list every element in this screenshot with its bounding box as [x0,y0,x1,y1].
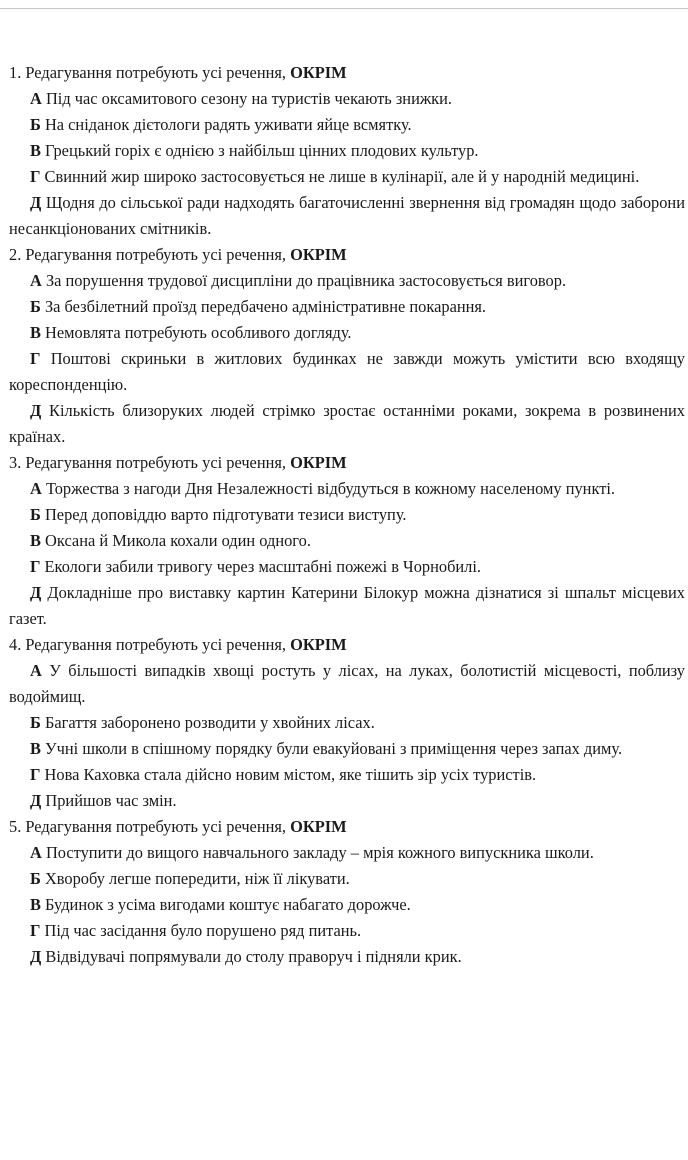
option-text: Немовлята потребують особливого догляду. [45,323,352,342]
option-b [9,294,685,320]
option-text: Перед доповіддю варто підготувати тезиси виступу. [44,505,407,524]
option-letter: В [30,531,41,550]
option-letter: А [30,843,42,862]
option-letter: В [30,895,41,914]
option-letter: Б [30,505,41,524]
option-text: Оксана й Микола кохали один одного. [45,531,311,550]
question-4 [9,632,685,814]
option-letter: Г [30,557,41,576]
option-a [9,268,685,294]
option-b [9,112,685,138]
question-2 [9,242,685,450]
option-text: Прийшов час змін. [45,791,177,810]
option-h [9,762,685,788]
option-letter: Г [30,921,41,940]
option-letter: Б [30,115,41,134]
option-text: Під час оксамитового сезону на туристів чекають знижки. [45,89,453,108]
question-emphasis: ОКРІМ [290,635,347,654]
option-text: Відвідувачі попрямували до столу праворуч і підняли крик. [45,947,462,966]
option-text: Поштові скриньки в житлових будинках не завжди можуть умістити всю входящу кореспонденцію. [9,349,685,394]
option-h [9,554,685,580]
question-emphasis: ОКРІМ [290,63,347,82]
option-letter: Г [30,349,41,368]
question-5 [9,814,685,970]
option-text: Свинний жир широко застосовується не лише в кулінарії, але й у народній медицині. [44,167,640,186]
option-letter: А [30,479,42,498]
option-letter: А [30,661,42,680]
option-letter: В [30,141,41,160]
question-list [9,60,685,970]
option-text: Екологи забили тривогу через масштабні пожежі в Чорнобилі. [44,557,482,576]
option-text: У більшості випадків хвощі ростуть у лісах, на луках, болотистій місцевості, поблизу водоймищ. [9,661,685,706]
question-3 [9,450,685,632]
option-a [9,840,685,866]
option-a [9,476,685,502]
option-text: Багаття заборонено розводити у хвойних лісах. [44,713,375,732]
question-number: 3. [9,453,22,472]
option-d [9,580,685,632]
question-prompt: Редагування потребують усі речення, [25,245,287,264]
question-number: 2. [9,245,22,264]
option-letter: Д [30,583,42,602]
option-letter: Г [30,765,41,784]
option-text: Торжества з нагоди Дня Незалежності відбудуться в кожному населеному пункті. [45,479,616,498]
option-text: Будинок з усіма вигодами коштує набагато дорожче. [45,895,411,914]
option-text: Поступити до вищого навчального закладу – мрія кожного випускника школи. [45,843,594,862]
option-v [9,528,685,554]
top-divider [0,8,688,9]
option-b [9,710,685,736]
option-d [9,190,685,242]
option-v [9,138,685,164]
question-prompt: Редагування потребують усі речення, [25,635,287,654]
option-b [9,866,685,892]
option-v [9,736,685,762]
option-text: Під час засідання було порушено ряд питань. [44,921,362,940]
option-letter: Г [30,167,41,186]
option-v [9,320,685,346]
question-heading [9,632,685,658]
question-heading [9,814,685,840]
option-letter: Д [30,791,42,810]
question-1 [9,60,685,242]
option-b [9,502,685,528]
option-text: Кількість близоруких людей стрімко зростає останніми роками, зокрема в розвинених країнах. [9,401,685,446]
option-a [9,658,685,710]
question-heading [9,242,685,268]
option-a [9,86,685,112]
option-h [9,346,685,398]
option-text: За порушення трудової дисципліни до працівника застосовується виговор. [45,271,567,290]
option-letter: Б [30,713,41,732]
option-letter: В [30,739,41,758]
option-v [9,892,685,918]
option-d [9,944,685,970]
option-text: Учні школи в спішному порядку були евакуйовані з приміщення через запах диму. [45,739,623,758]
option-letter: Д [30,193,42,212]
question-emphasis: ОКРІМ [290,245,347,264]
option-letter: Б [30,297,41,316]
question-number: 1. [9,63,22,82]
question-prompt: Редагування потребують усі речення, [25,453,287,472]
option-text: Нова Каховка стала дійсно новим містом, яке тішить зір усіх туристів. [44,765,537,784]
option-text: Хворобу легше попередити, ніж її лікувати. [44,869,350,888]
option-letter: В [30,323,41,342]
question-number: 4. [9,635,22,654]
option-h [9,918,685,944]
option-h [9,164,685,190]
option-letter: А [30,271,42,290]
question-number: 5. [9,817,22,836]
question-heading [9,450,685,476]
question-heading [9,60,685,86]
option-d [9,398,685,450]
option-text: Докладніше про виставку картин Катерини Білокур можна дізнатися зі шпальт місцевих газет. [9,583,685,628]
option-d [9,788,685,814]
option-text: За безбілетний проїзд передбачено адміністративне покарання. [44,297,487,316]
question-prompt: Редагування потребують усі речення, [25,817,287,836]
option-text: Щодня до сільської ради надходять багаточисленні звернення від громадян щодо заборони несанкціонованих смітників. [9,193,685,238]
option-text: Грецький горіх є однією з найбільш цінних плодових культур. [45,141,479,160]
option-letter: Б [30,869,41,888]
option-letter: Д [30,401,42,420]
question-emphasis: ОКРІМ [290,817,347,836]
option-text: На сніданок дієтологи радять уживати яйце всмятку. [44,115,412,134]
option-letter: Д [30,947,42,966]
question-prompt: Редагування потребують усі речення, [25,63,287,82]
option-letter: А [30,89,42,108]
question-emphasis: ОКРІМ [290,453,347,472]
